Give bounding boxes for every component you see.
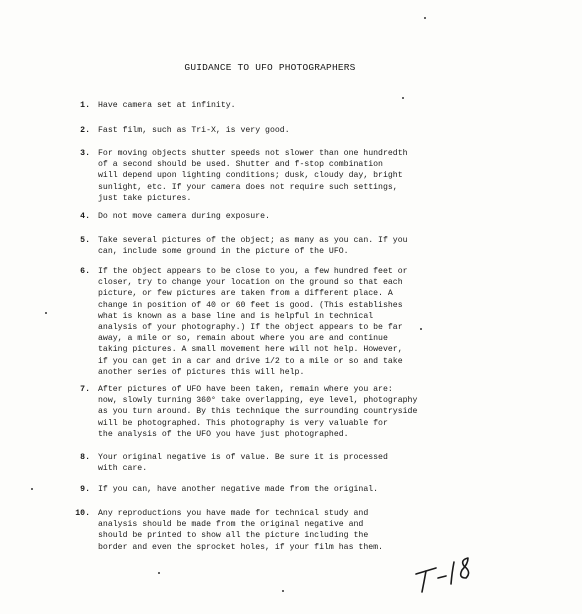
item-line: with care. xyxy=(98,464,148,474)
item-line: Do not move camera during exposure. xyxy=(98,212,270,221)
list-item xyxy=(80,384,518,440)
item-line: away, a mile or so, remain about where you are and continue xyxy=(98,334,388,344)
item-line: can, include some ground in the picture of the UFO. xyxy=(98,247,349,257)
scan-speck xyxy=(282,590,284,592)
handwritten-mark xyxy=(412,548,482,598)
item-text xyxy=(98,211,518,222)
item-text xyxy=(98,384,518,440)
item-number: 3. xyxy=(80,149,90,158)
list-item xyxy=(80,235,518,257)
item-text xyxy=(98,125,518,136)
item-line: For moving objects shutter speeds not slower than one hundredth xyxy=(98,149,408,158)
list-item xyxy=(75,508,518,553)
item-line: the analysis of the UFO you have just photographed. xyxy=(98,429,349,439)
item-text xyxy=(98,148,518,204)
item-number: 6. xyxy=(80,267,90,276)
item-number: 2. xyxy=(80,126,90,135)
item-line: border and even the sprocket holes, if your film has them. xyxy=(98,542,383,552)
item-text xyxy=(98,508,518,553)
item-line: will be photographed. This photography is very valuable for xyxy=(98,418,388,428)
item-number: 5. xyxy=(80,236,90,245)
item-text xyxy=(98,452,518,474)
item-number: 7. xyxy=(80,385,90,394)
item-line: After pictures of UFO have been taken, remain where you are: xyxy=(98,385,393,394)
list-item xyxy=(80,266,518,378)
item-line: If you can, have another negative made from the original. xyxy=(98,485,379,494)
item-line: what is known as a base line and is helpful in technical xyxy=(98,311,374,321)
item-line: picture, or few pictures are taken from a different place. A xyxy=(98,289,393,299)
item-line: taking pictures. A small movement here will not help. However, xyxy=(98,345,403,355)
scan-speck xyxy=(158,572,160,574)
item-line: Your original negative is of value. Be sure it is processed xyxy=(98,453,388,462)
item-number: 4. xyxy=(80,212,90,221)
item-text xyxy=(98,235,518,257)
item-line: change in position of 40 or 60 feet is good. (This establishes xyxy=(98,300,403,310)
item-line: will depend upon lighting conditions; dusk, cloudy day, bright xyxy=(98,171,403,181)
list-item xyxy=(80,100,518,111)
item-line: closer, try to change your location on the ground so that each xyxy=(98,278,403,288)
list-item xyxy=(80,148,518,204)
item-text xyxy=(98,266,518,378)
item-line: Have camera set at infinity. xyxy=(98,101,236,110)
item-line: If the object appears to be close to you, a few hundred feet or xyxy=(98,267,408,276)
item-line: just take pictures. xyxy=(98,193,192,203)
document-title: GUIDANCE TO UFO PHOTOGRAPHERS xyxy=(184,62,356,73)
scan-speck xyxy=(31,488,33,490)
item-line: should be printed to show all the picture including the xyxy=(98,531,369,541)
item-text xyxy=(98,484,518,495)
item-line: of a second should be used. Shutter and f-stop combination xyxy=(98,160,383,170)
item-line: Take several pictures of the object; as many as you can. If you xyxy=(98,236,408,245)
scan-speck xyxy=(402,97,404,99)
item-text xyxy=(98,100,518,111)
item-line: Fast film, such as Tri-X, is very good. xyxy=(98,126,290,135)
item-line: if you can get in a car and drive 1/2 to a mile or so and take xyxy=(98,356,403,366)
list-item xyxy=(80,452,518,474)
item-number: 9. xyxy=(80,485,90,494)
item-line: sunlight, etc. If your camera does not require such settings, xyxy=(98,182,398,192)
scan-speck xyxy=(45,312,47,314)
item-line: now, slowly turning 360° take overlapping, eye level, photography xyxy=(98,396,418,406)
item-number: 10. xyxy=(75,509,90,518)
item-line: Any reproductions you have made for technical study and xyxy=(98,509,369,518)
scan-speck xyxy=(420,328,422,330)
list-item xyxy=(80,484,518,495)
item-line: as you turn around. By this technique the surrounding countryside xyxy=(98,407,418,417)
item-line: analysis should be made from the original negative and xyxy=(98,520,364,530)
scan-speck xyxy=(424,17,426,19)
item-line: another series of pictures this will help. xyxy=(98,367,305,377)
item-line: analysis of your photography.) If the object appears to be far xyxy=(98,323,403,333)
list-item xyxy=(80,125,518,136)
list-item xyxy=(80,211,518,222)
item-number: 1. xyxy=(80,101,90,110)
item-number: 8. xyxy=(80,453,90,462)
